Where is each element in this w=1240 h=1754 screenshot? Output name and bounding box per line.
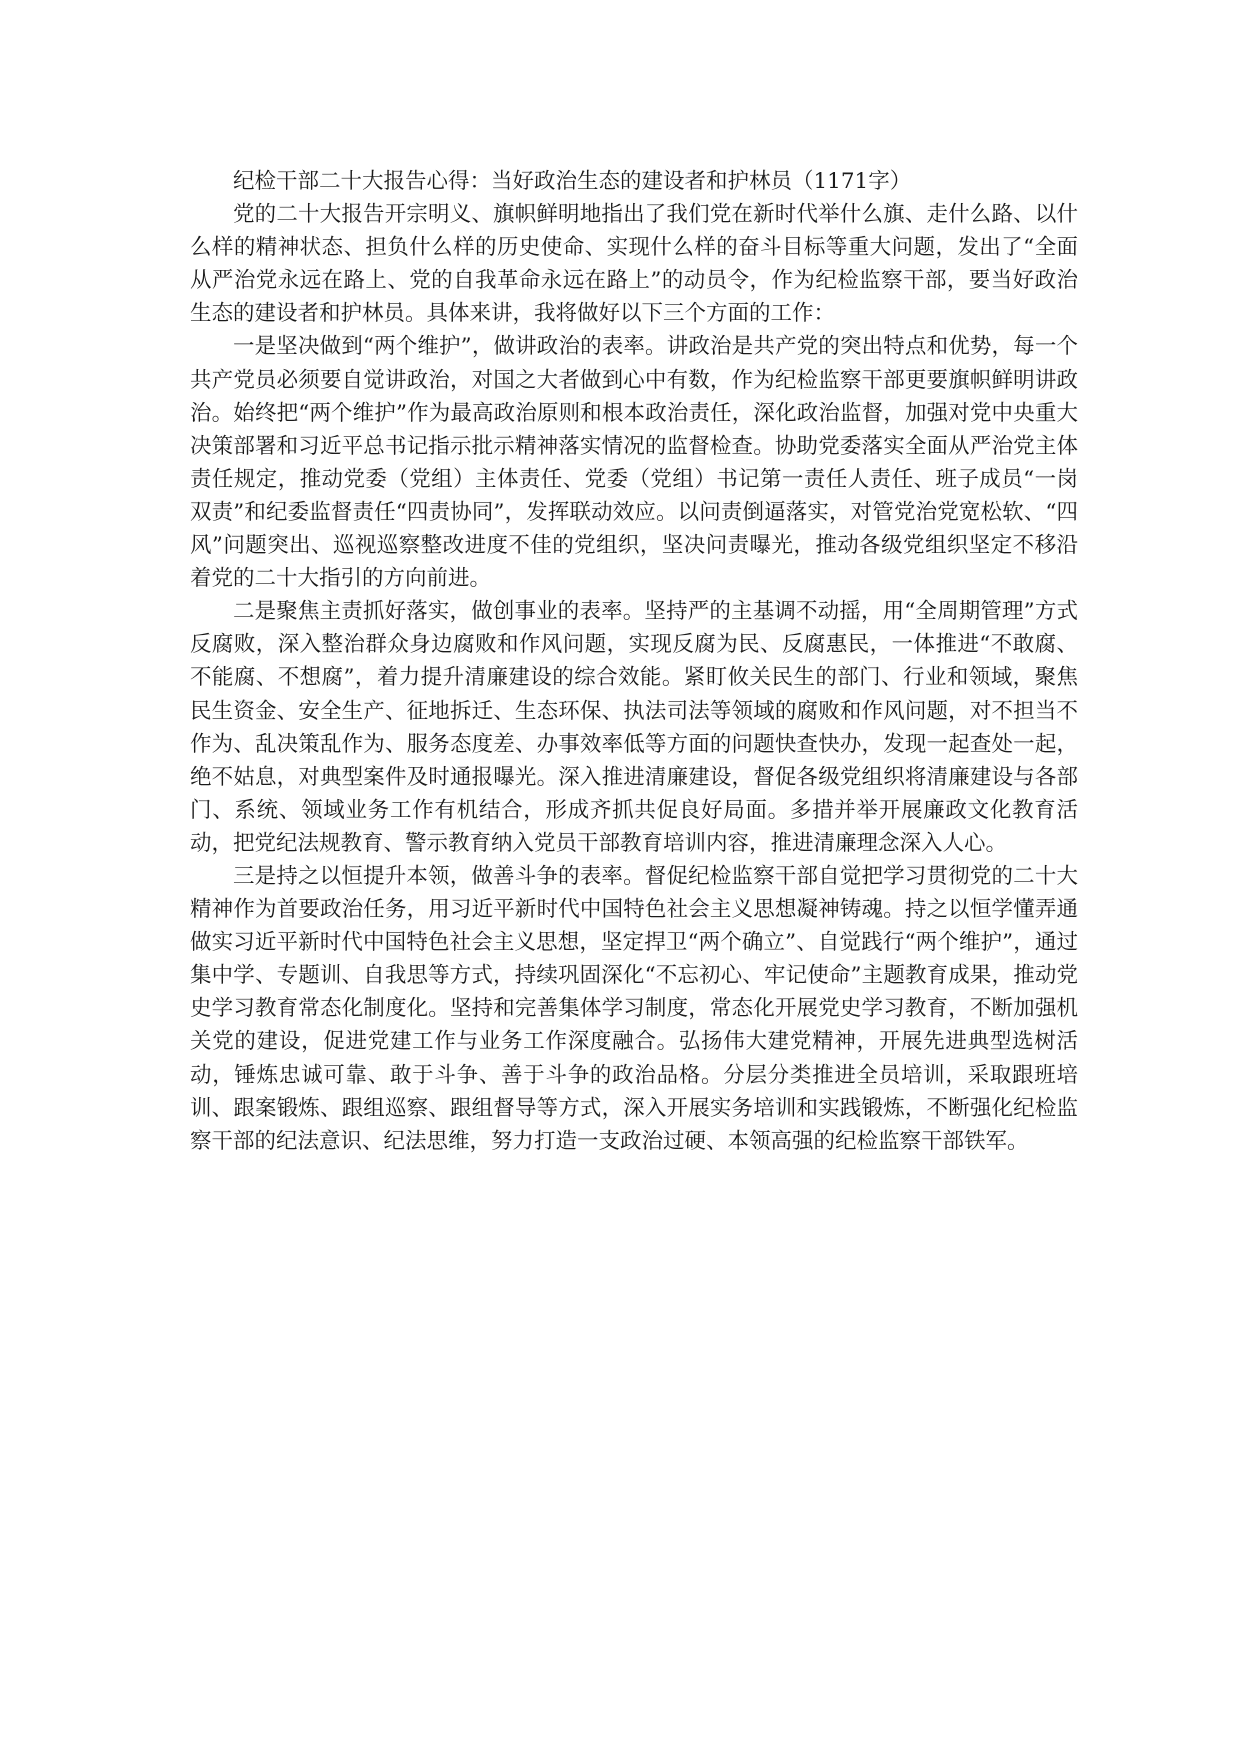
paragraph-point-three: 三是持之以恒提升本领，做善斗争的表率。督促纪检监察干部自觉把学习贯彻党的二十大精神作为首要政治任务，用习近平新时代中国特色社会主义思想凝神铸魂。持之以恒学懂弄通做实习近平新时代中国特色社会主义思想，坚定捍卫“两个确立”、自觉践行“两个维护”，通过集中学、专题训、自我思等方式，持续巩固深化“不忘初心、牢记使命”主题教育成果，推动党史学习教育常态化制度化。坚持和完善集体学习制度，常态化开展党史学习教育，不断加强机关党的建设，促进党建工作与业务工作深度融合。弘扬伟大建党精神，开展先进典型选树活动，锤炼忠诚可靠、敢于斗争、善于斗争的政治品格。分层分类推进全员培训，采取跟班培训、跟案锻炼、跟组巡察、跟组督导等方式，深入开展实务培训和实践锻炼，不断强化纪检监察干部的纪法意识、纪法思维，努力打造一支政治过硬、本领高强的纪检监察干部铁军。: [190, 863, 1078, 1154]
paragraph-point-one: 一是坚决做到“两个维护”，做讲政治的表率。讲政治是共产党的突出特点和优势，每一个共产党员必须要自觉讲政治，对国之大者做到心中有数，作为纪检监察干部更要旗帜鲜明讲政治。始终把“两个维护”作为最高政治原则和根本政治责任，深化政治监督，加强对党中央重大决策部署和习近平总书记指示批示精神落实情况的监督检查。协助党委落实全面从严治党主体责任规定，推动党委（党组）主体责任、党委（党组）书记第一责任人责任、班子成员“一岗双责”和纪委监督责任“四责协同”，发挥联动效应。以问责倒逼落实，对管党治党宽松软、“四风”问题突出、巡视巡察整改进度不佳的党组织，坚决问责曝光，推动各级党组织坚定不移沿着党的二十大指引的方向前进。: [190, 334, 1078, 592]
paragraph-intro: 党的二十大报告开宗明义、旗帜鲜明地指出了我们党在新时代举什么旗、走什么路、以什么样的精神状态、担负什么样的历史使命、实现什么样的奋斗目标等重大问题，发出了“全面从严治党永远在路上、党的自我革命永远在路上”的动员令，作为纪检监察干部，要当好政治生态的建设者和护林员。具体来讲，我将做好以下三个方面的工作：: [190, 202, 1078, 327]
paragraph-point-two: 二是聚焦主责抓好落实，做创事业的表率。坚持严的主基调不动摇，用“全周期管理”方式反腐败，深入整治群众身边腐败和作风问题，实现反腐为民、反腐惠民，一体推进“不敢腐、不能腐、不想腐”，着力提升清廉建设的综合效能。紧盯攸关民生的部门、行业和领域，聚焦民生资金、安全生产、征地拆迁、生态环保、执法司法等领域的腐败和作风问题，对不担当不作为、乱决策乱作为、服务态度差、办事效率低等方面的问题快查快办，发现一起查处一起，绝不姑息，对典型案件及时通报曝光。深入推进清廉建设，督促各级党组织将清廉建设与各部门、系统、领域业务工作有机结合，形成齐抓共促良好局面。多措并举开展廉政文化教育活动，把党纪法规教育、警示教育纳入党员干部教育培训内容，推进清廉理念深入人心。: [190, 599, 1078, 856]
document-body: [190, 165, 1078, 1158]
document-title: 纪检干部二十大报告心得：当好政治生态的建设者和护林员（1171字）: [233, 169, 912, 194]
